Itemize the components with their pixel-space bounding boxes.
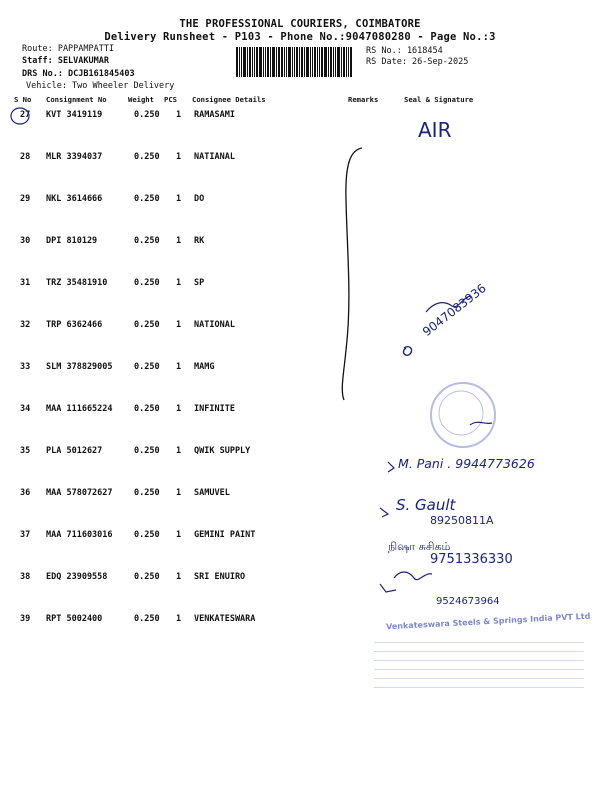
col-weight: Weight xyxy=(128,95,154,104)
round-stamp xyxy=(430,382,496,448)
row-sno: 35 xyxy=(20,446,31,456)
row-pcs: 1 xyxy=(176,446,182,456)
row-consignment: DPI 810129 xyxy=(46,236,98,246)
row-sno: 39 xyxy=(20,614,31,624)
row-consignment: MAA 111665224 xyxy=(46,404,113,414)
row-consignee: RK xyxy=(194,236,205,246)
row-consignment: NKL 3614666 xyxy=(46,194,103,204)
row-weight: 0.250 xyxy=(134,446,160,456)
handwritten-phone-38: 9524673964 xyxy=(436,596,500,607)
row-consignee: SAMUVEL xyxy=(194,488,230,498)
col-sno: S No xyxy=(14,95,32,104)
row-consignee: QWIK SUPPLY xyxy=(194,446,251,456)
row-consignment: MAA 711603016 xyxy=(46,530,113,540)
row-consignment: KVT 3419119 xyxy=(46,110,103,120)
row-sno: 37 xyxy=(20,530,31,540)
row-consignment: TRP 6362466 xyxy=(46,320,103,330)
row-sno: 31 xyxy=(20,278,31,288)
col-seal: Seal & Signature xyxy=(404,95,474,104)
bracket-mark xyxy=(342,148,362,400)
row-pcs: 1 xyxy=(176,152,182,162)
col-remarks: Remarks xyxy=(348,95,379,104)
runsheet-subtitle: Delivery Runsheet - P103 - Phone No.:9047080280 - Page No.:3 xyxy=(104,31,496,43)
row-pcs: 1 xyxy=(176,572,182,582)
row-consignment: MLR 3394037 xyxy=(46,152,103,162)
row-weight: 0.250 xyxy=(134,320,160,330)
row-consignee: INFINITE xyxy=(194,404,235,414)
sig-tick-38 xyxy=(380,584,396,592)
row-sno: 27 xyxy=(20,110,31,120)
col-consignment: Consignment No xyxy=(46,95,107,104)
row-sno: 36 xyxy=(20,488,31,498)
row-pcs: 1 xyxy=(176,278,182,288)
row-weight: 0.250 xyxy=(134,110,160,120)
row-weight: 0.250 xyxy=(134,572,160,582)
vehicle-label: Vehicle: Two Wheeler Delivery xyxy=(26,81,175,91)
row-sno: 29 xyxy=(20,194,31,204)
sig-tick-35 xyxy=(388,462,394,472)
sig-tick-36 xyxy=(380,508,388,517)
row-pcs: 1 xyxy=(176,530,182,540)
staff-label: Staff: SELVAKUMAR xyxy=(22,56,109,66)
handwritten-signature-35: M. Pani . 9944773626 xyxy=(398,456,535,471)
row-sno: 38 xyxy=(20,572,31,582)
route-label: Route: PAPPAMPATTI xyxy=(22,44,115,54)
row-pcs: 1 xyxy=(176,614,182,624)
handwritten-air: AIR xyxy=(418,118,452,142)
row-sno: 33 xyxy=(20,362,31,372)
row-consignee: MAMG xyxy=(194,362,215,372)
row-consignment: PLA 5012627 xyxy=(46,446,103,456)
circle-row-27 xyxy=(11,108,29,124)
row-consignee: SRI ENUIRO xyxy=(194,572,246,582)
row-consignee: SP xyxy=(194,278,205,288)
row-consignee: DO xyxy=(194,194,205,204)
company-title: THE PROFESSIONAL COURIERS, COIMBATORE xyxy=(179,18,421,30)
row-weight: 0.250 xyxy=(134,614,160,624)
row-consignee: GEMINI PAINT xyxy=(194,530,256,540)
drs-label: DRS No.: DCJB161845403 xyxy=(22,69,135,79)
company-stamp-smudge xyxy=(374,636,584,688)
handwritten-phone-37: 9751336330 xyxy=(430,552,513,567)
row-pcs: 1 xyxy=(176,362,182,372)
row-sno: 28 xyxy=(20,152,31,162)
row-weight: 0.250 xyxy=(134,404,160,414)
row-consignment: SLM 378829005 xyxy=(46,362,113,372)
handwritten-name-37: நிஷா சுசிகம் xyxy=(388,540,451,553)
row-weight: 0.250 xyxy=(134,152,160,162)
row-pcs: 1 xyxy=(176,488,182,498)
row-consignee: NATIONAL xyxy=(194,320,235,330)
row-consignment: RPT 5002400 xyxy=(46,614,103,624)
row-consignment: TRZ 35481910 xyxy=(46,278,108,288)
row-consignment: EDQ 23909558 xyxy=(46,572,108,582)
row-weight: 0.250 xyxy=(134,530,160,540)
scribble-mark xyxy=(403,347,411,356)
row-weight: 0.250 xyxy=(134,236,160,246)
rs-number: RS No.: 1618454 xyxy=(366,46,443,56)
row-consignee: RAMASAMI xyxy=(194,110,235,120)
row-pcs: 1 xyxy=(176,236,182,246)
handwritten-signature-36: S. Gault xyxy=(396,496,456,514)
row-pcs: 1 xyxy=(176,320,182,330)
row-pcs: 1 xyxy=(176,194,182,204)
row-consignee: NATIANAL xyxy=(194,152,235,162)
row-sno: 34 xyxy=(20,404,31,414)
row-sno: 32 xyxy=(20,320,31,330)
row-weight: 0.250 xyxy=(134,278,160,288)
row-consignment: MAA 578072627 xyxy=(46,488,113,498)
handwritten-phone-36: 89250811A xyxy=(430,514,494,527)
rs-date: RS Date: 26-Sep-2025 xyxy=(366,57,469,67)
row-weight: 0.250 xyxy=(134,362,160,372)
row-pcs: 1 xyxy=(176,110,182,120)
company-stamp: Venkateswara Steels & Springs India PVT Ltd xyxy=(385,611,591,632)
col-pcs: PCS xyxy=(164,95,177,104)
row-weight: 0.250 xyxy=(134,194,160,204)
sig-scrawl-38 xyxy=(394,572,432,580)
handwritten-phone-31: 9047083936 xyxy=(420,280,489,340)
col-consignee: Consignee Details xyxy=(192,95,266,104)
row-sno: 30 xyxy=(20,236,31,246)
row-consignee: VENKATESWARA xyxy=(194,614,256,624)
row-pcs: 1 xyxy=(176,404,182,414)
row-weight: 0.250 xyxy=(134,488,160,498)
